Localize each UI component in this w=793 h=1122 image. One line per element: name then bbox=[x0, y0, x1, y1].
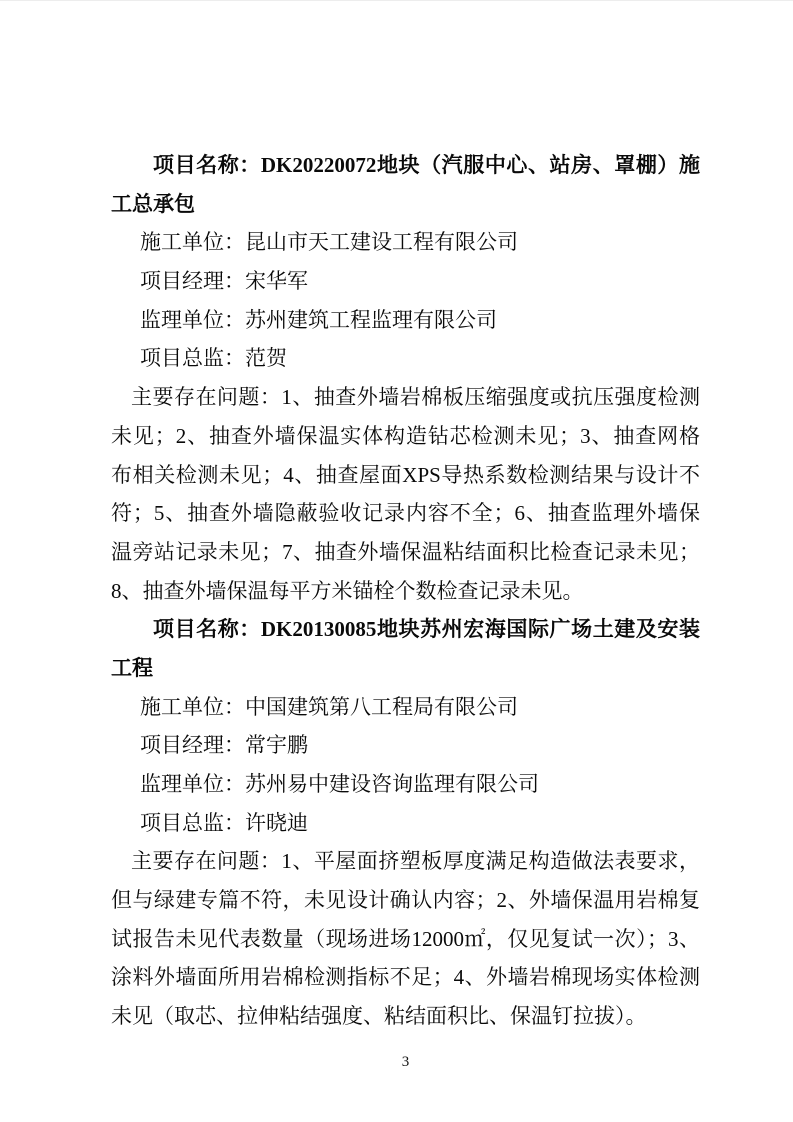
issues-line: 8、抽查外墙保温每平方米锚栓个数检查记录未见。 bbox=[111, 578, 584, 603]
project-name-line: 工总承包 bbox=[111, 191, 195, 216]
issues-line: 布相关检测未见；4、抽查屋面XPS导热系数检测结果与设计不 bbox=[111, 462, 700, 487]
project-manager-line: 项目经理：宋华军 bbox=[140, 269, 308, 294]
issues-line: 未见（取芯、拉伸粘结强度、粘结面积比、保温钉拉拔）。 bbox=[111, 1004, 647, 1029]
issues-line: 符；5、抽查外墙隐蔽验收记录内容不全；6、抽查监理外墙保 bbox=[111, 501, 700, 526]
project-name-line: 工程 bbox=[111, 655, 153, 680]
issues-line: 未见；2、抽查外墙保温实体构造钻芯检测未见；3、抽查网格 bbox=[111, 423, 700, 448]
supervision-unit-line: 监理单位：苏州易中建设咨询监理有限公司 bbox=[140, 772, 539, 796]
issues-line: 涂料外墙面所用岩棉检测指标不足；4、外墙岩棉现场实体检测 bbox=[111, 965, 700, 990]
project-name-line: 项目名称：DK20220072地块（汽服中心、站房、罩棚）施 bbox=[153, 153, 700, 177]
issues-line: 主要存在问题：1、平屋面挤塑板厚度满足构造做法表要求， bbox=[131, 849, 700, 874]
issues-line: 主要存在问题：1、抽查外墙岩棉板压缩强度或抗压强度检测 bbox=[131, 385, 700, 410]
issues-line: 试报告未见代表数量（现场进场12000㎡，仅见复试一次）；3、 bbox=[111, 926, 700, 951]
project-manager-line: 项目经理：常宇鹏 bbox=[140, 733, 308, 758]
page-number: 3 bbox=[401, 1054, 410, 1070]
project-section-2 bbox=[111, 610, 700, 1036]
supervision-unit-line: 监理单位：苏州建筑工程监理有限公司 bbox=[140, 307, 497, 332]
project-section-1 bbox=[111, 146, 700, 610]
chief-supervisor-line: 项目总监：许晓迪 bbox=[140, 810, 308, 835]
construction-unit-line: 施工单位：昆山市天工建设工程有限公司 bbox=[140, 230, 518, 255]
issues-line: 但与绿建专篇不符，未见设计确认内容；2、外墙保温用岩棉复 bbox=[111, 888, 700, 913]
issues-line: 温旁站记录未见；7、抽查外墙保温粘结面积比检查记录未见； bbox=[111, 539, 700, 564]
construction-unit-line: 施工单位：中国建筑第八工程局有限公司 bbox=[140, 694, 518, 719]
document-content bbox=[111, 146, 700, 1036]
project-name-line: 项目名称：DK20130085地块苏州宏海国际广场土建及安装 bbox=[153, 617, 700, 642]
chief-supervisor-line: 项目总监：范贺 bbox=[140, 346, 287, 371]
